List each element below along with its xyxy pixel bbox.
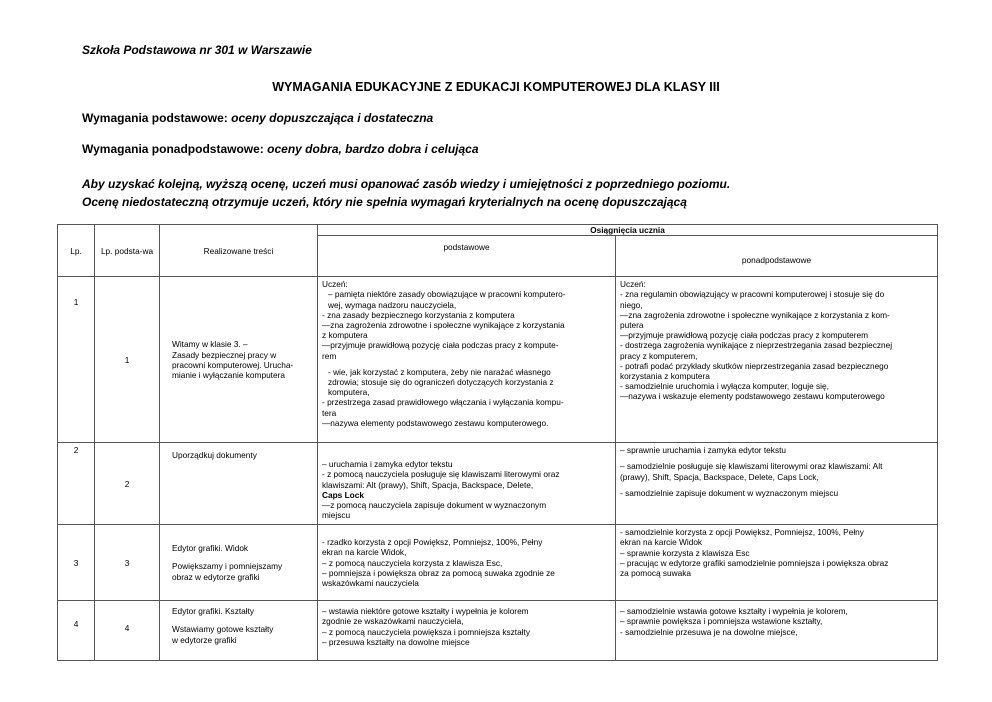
text-line: Edytor grafiki. Kształty xyxy=(172,606,255,617)
text-line: - samodzielnie uruchomia i wyłącza komputer, loguje się, xyxy=(620,381,829,392)
text-line: – samodzielnie posługuje się klawiszami literowymi oraz klawiszami: Alt xyxy=(620,461,883,472)
school-name: Szkoła Podstawowa nr 301 w Warszawie xyxy=(82,43,312,57)
text-line: klawiszami: Alt (prawy), Shift, Spacja, Backspace, Delete, xyxy=(322,479,534,490)
table-row xyxy=(58,525,938,601)
text-line: Zasady bezpiecznej pracy w xyxy=(172,349,277,360)
text-line: Uporządkuj dokumenty xyxy=(172,450,257,461)
text-line: rem xyxy=(322,350,337,361)
header-ponadpodstawowe: ponadpodstawowe xyxy=(616,236,938,277)
table-row xyxy=(58,277,938,443)
text-line: wskazówkami nauczyciela xyxy=(322,578,419,589)
cell-ponadpodstawowe xyxy=(616,525,938,601)
text-line: miejscu xyxy=(322,510,351,521)
text-line: Uczeń: xyxy=(322,279,348,290)
text-line: Caps Lock xyxy=(322,489,364,500)
text-line: - potrafi podać przykłady skutków nieprzestrzegania zasad bezpiecznego xyxy=(620,360,889,371)
text-line: putera xyxy=(620,320,644,331)
text-line: —nazywa elementy podstawowego zestawu komputerowego. xyxy=(322,417,549,428)
cell-lp-podstawa: 3 xyxy=(95,525,160,601)
basic-requirements xyxy=(82,111,433,125)
text-line: —zna zagrożenia zdrowotne i społeczne wynikające z korzystania xyxy=(322,320,565,331)
document-title: WYMAGANIA EDUKACYJNE Z EDUKACJI KOMPUTEROWEJ DLA KLASY III xyxy=(272,80,720,94)
text-line: - samodzielnie korzysta z opcji Powiększ, Pomniejsz, 100%, Pełny xyxy=(620,527,864,538)
cell-tresci xyxy=(160,601,318,661)
cell-podstawowe xyxy=(318,277,616,443)
table-row xyxy=(58,443,938,525)
cell-lp: 3 xyxy=(58,525,95,601)
text-line: wej, wymaga nadzoru nauczyciela, xyxy=(328,299,457,310)
text-line: – sprawnie powiększa i pomniejsza wstawione kształty, xyxy=(620,616,823,627)
text-line: z komputera xyxy=(322,330,368,341)
text-line: – z pomocą nauczyciela powiększa i pomniejsza kształty xyxy=(322,626,530,637)
text-line: - dostrzega zagrożenia wynikające z nieprzestrzegania zasad bezpiecznej xyxy=(620,340,893,351)
advanced-requirements xyxy=(82,142,479,156)
text-line: Edytor grafiki. Widok xyxy=(172,543,249,554)
cell-lp-podstawa: 2 xyxy=(95,443,160,525)
header-realizowane-tresci: Realizowane treści xyxy=(160,225,318,277)
text-line: - samodzielnie zapisuje dokument w wyznaczonym miejscu xyxy=(620,487,839,498)
text-line: – samodzielnie wstawia gotowe kształty i wypełnia je kolorem, xyxy=(620,606,848,617)
text-line: tera xyxy=(322,407,337,418)
text-line: Wstawiamy gotowe kształty xyxy=(172,624,274,635)
text-line: —nazywa i wskazuje elementy podstawowego zestawu komputerowego xyxy=(620,391,885,402)
text-line: - z pomocą nauczyciela posługuje się klawiszami literowymi oraz xyxy=(322,469,560,480)
cell-lp: 1 xyxy=(58,277,95,443)
text-line: za pomocą suwaka xyxy=(620,568,692,579)
requirements-table xyxy=(57,224,938,661)
advanced-requirements-label: Wymagania ponadpodstawowe: xyxy=(82,142,268,156)
text-line: Uczeń: xyxy=(620,279,646,290)
note-higher-grade: Aby uzyskać kolejną, wyższą ocenę, uczeń musi opanować zasób wiedzy i umiejętności z poprzedniego poziomu. xyxy=(82,177,731,191)
text-line: – sprawnie uruchamia i zamyka edytor tekstu xyxy=(620,445,787,456)
cell-tresci xyxy=(160,443,318,525)
cell-tresci xyxy=(160,277,318,443)
cell-tresci xyxy=(160,525,318,601)
cell-lp: 4 xyxy=(58,601,95,661)
text-line: —zna zagrożenia zdrowotne i społeczne wynikające z korzystania z kom- xyxy=(620,309,890,320)
text-line: – pamięta niektóre zasady obowiązujące w pracowni komputero- xyxy=(328,289,566,300)
text-line: – sprawnie korzysta z klawisza Esc xyxy=(620,547,750,558)
text-line: Powiększamy i pomniejszamy xyxy=(172,561,283,572)
text-line: - przestrzega zasad prawidłowego włączania i wyłączania kompu- xyxy=(322,397,564,408)
text-line: – z pomocą nauczyciela korzysta z klawisza Esc, xyxy=(322,557,503,568)
header-lp-podstawa: Lp. podsta-wa xyxy=(95,225,160,277)
advanced-requirements-grades: oceny dobra, bardzo dobra i celująca xyxy=(267,142,479,156)
text-line: – przesuwa kształty na dowolne miejsce xyxy=(322,636,470,647)
text-line: – wstawia niektóre gotowe kształty i wypełnia je kolorem xyxy=(322,606,529,617)
text-line: - zna zasady bezpiecznego korzystania z komputera xyxy=(322,309,515,320)
header-podstawowe: podstawowe xyxy=(318,236,616,277)
text-line: —przyjmuje prawidłową pozycję ciała podczas pracy z komputerem xyxy=(620,330,869,341)
text-line: mianie i wyłączanie komputera xyxy=(172,369,285,380)
text-line: – pomniejsza i powiększa obraz za pomocą suwaka zgodnie ze xyxy=(322,567,555,578)
text-line: w edytorze grafiki xyxy=(172,634,237,645)
text-line: pracy z komputerem, xyxy=(620,350,698,361)
text-line: obraz w edytorze grafiki xyxy=(172,571,260,582)
text-line: komputera, xyxy=(328,387,370,398)
cell-lp-podstawa: 1 xyxy=(95,277,160,443)
text-line: - rzadko korzysta z opcji Powiększ, Pomniejsz, 100%, Pełny xyxy=(322,537,543,548)
text-line: ekran na karcie Widok, xyxy=(322,547,407,558)
text-line: – uruchamia i zamyka edytor tekstu xyxy=(322,459,453,470)
table-row xyxy=(58,601,938,661)
basic-requirements-grades: oceny dopuszczająca i dostateczna xyxy=(231,111,434,125)
cell-podstawowe xyxy=(318,525,616,601)
header-osiagniecia: Osiągnięcia ucznia xyxy=(318,225,938,236)
text-line: - wie, jak korzystać z komputera, żeby nie narażać własnego xyxy=(328,366,551,377)
note-failing-grade: Ocenę niedostateczną otrzymuje uczeń, który nie spełnia wymagań kryterialnych na ocenę dopuszczającą xyxy=(82,195,687,209)
text-line: - zna regulamin obowiązujący w pracowni komputerowej i stosuje się do xyxy=(620,289,885,300)
cell-lp: 2 xyxy=(58,443,95,525)
text-line: Witamy w klasie 3. – xyxy=(172,339,248,350)
cell-podstawowe xyxy=(318,443,616,525)
text-line: zgodnie ze wskazówkami nauczyciela, xyxy=(322,616,464,627)
header-lp: Lp. xyxy=(58,225,95,277)
table-header-row xyxy=(58,225,938,236)
text-line: niego, xyxy=(620,299,643,310)
cell-lp-podstawa: 4 xyxy=(95,601,160,661)
text-line: – pracując w edytorze grafiki samodzielnie pomniejsza i powiększa obraz xyxy=(620,557,889,568)
text-line: —z pomocą nauczyciela zapisuje dokument w wyznaczonym xyxy=(322,500,547,511)
text-line: —przyjmuje prawidłową pozycję ciała podczas pracy z kompute- xyxy=(322,340,559,351)
cell-ponadpodstawowe xyxy=(616,443,938,525)
basic-requirements-label: Wymagania podstawowe: xyxy=(82,111,232,125)
text-line: - samodzielnie przesuwa je na dowolne miejsce, xyxy=(620,626,798,637)
text-line: (prawy), Shift, Spacja, Backspace, Delete, Caps Lock, xyxy=(620,471,819,482)
cell-ponadpodstawowe xyxy=(616,601,938,661)
cell-ponadpodstawowe xyxy=(616,277,938,443)
text-line: zdrowia; stosuje się do ograniczeń dotyczących korzystania z xyxy=(328,377,554,388)
cell-podstawowe xyxy=(318,601,616,661)
text-line: korzystania z komputera xyxy=(620,371,710,382)
text-line: pracowni komputerowej. Urucha- xyxy=(172,359,294,370)
text-line: ekran na karcie Widok xyxy=(620,537,703,548)
